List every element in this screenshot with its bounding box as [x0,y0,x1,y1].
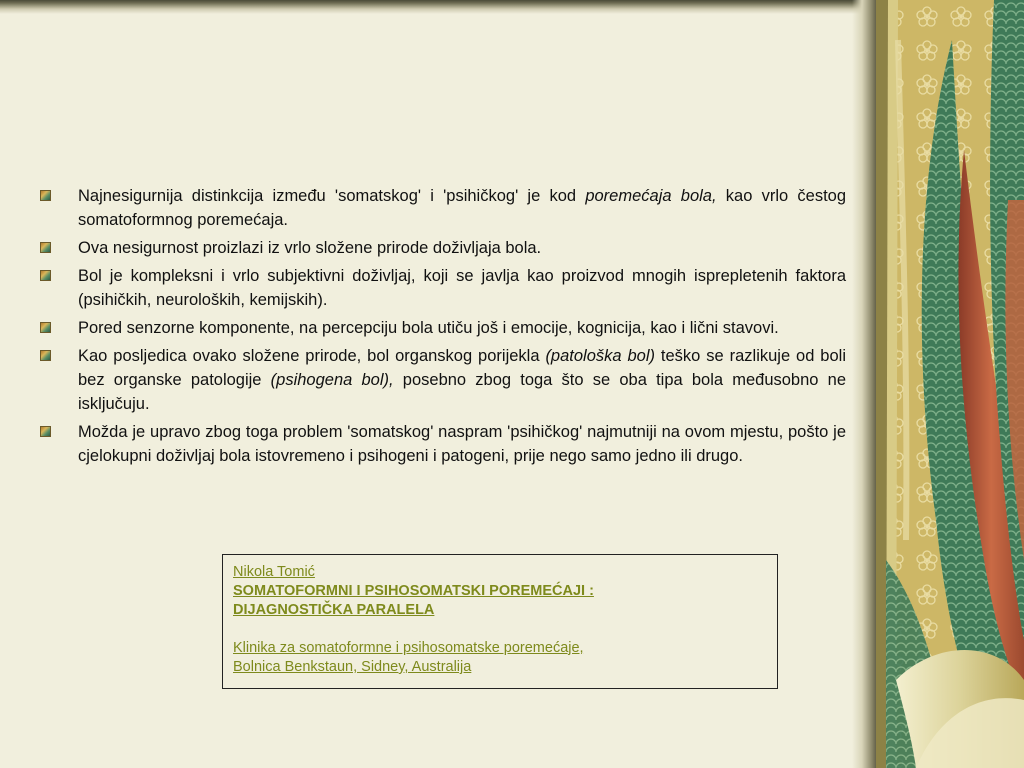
bullet-text: Najnesigurnija distinkcija između 'somatskog' i 'psihičkog' je kod [78,187,586,205]
bullet-item [40,236,846,260]
bullet-text: Bol je kompleksni i vrlo subjektivni doživljaj, koji se javlja kao proizvod mnogih isprepletenih faktora (psihičkih, neuroloških, kemijskih). [78,267,846,309]
decorative-floral-border [876,0,1024,768]
bullet-italic-text: poremećaja bola, [585,187,717,205]
title-link-line-2[interactable]: DIJAGNOSTIČKA PARALELA [233,602,435,618]
panel-top-shadow [0,0,880,14]
bullet-icon [40,322,51,333]
bullet-italic-text: (psihogena bol), [270,371,394,389]
bullet-text: kao vrlo čestog somatoformnog poremećaja. [78,187,847,229]
bullet-icon [40,190,51,201]
reference-box [222,554,778,689]
bullet-item [40,184,846,232]
bullet-list [40,184,846,472]
bullet-item [40,344,846,416]
bullet-text: Ova nesigurnost proizlazi iz vrlo složene prirode doživljaja bola. [78,239,542,257]
bullet-icon [40,426,51,437]
author-link[interactable]: Nikola Tomić [233,564,315,580]
bullet-text: teško se razlikuje od boli bez organske patologije [78,347,846,389]
bullet-item [40,264,846,312]
bullet-icon [40,242,51,253]
bullet-text: Kao posljedica ovako složene prirode, bol organskog porijekla [78,347,546,365]
bullet-text: Možda je upravo zbog toga problem 'somatskog' naspram 'psihičkog' najmutniji na ovom mjestu, pošto je cjelokupni doživljaj bola istovremeno i psihogeni i patogeni, prije nego samo jedno ili drugo. [78,423,846,465]
bullet-text: posebno zbog toga što se oba tipa bola međusobno ne isključuju. [78,371,846,413]
institution-link-line-2[interactable]: Bolnica Benkstaun, Sidney, Australija [233,659,472,675]
bullet-icon [40,350,51,361]
bullet-text: Pored senzorne komponente, na percepciju bola utiču još i emocije, kognicija, kao i lični stavovi. [78,319,779,337]
bullet-icon [40,270,51,281]
bullet-italic-text: (patološka bol) [545,347,655,365]
bullet-item [40,420,846,468]
title-link-line-1[interactable]: SOMATOFORMNI I PSIHOSOMATSKI POREMEĆAJI : [233,583,594,599]
bullet-item [40,316,846,340]
institution-link-line-1[interactable]: Klinika za somatoformne i psihosomatske poremećaje, [233,640,584,656]
reference-spacer [233,620,767,639]
